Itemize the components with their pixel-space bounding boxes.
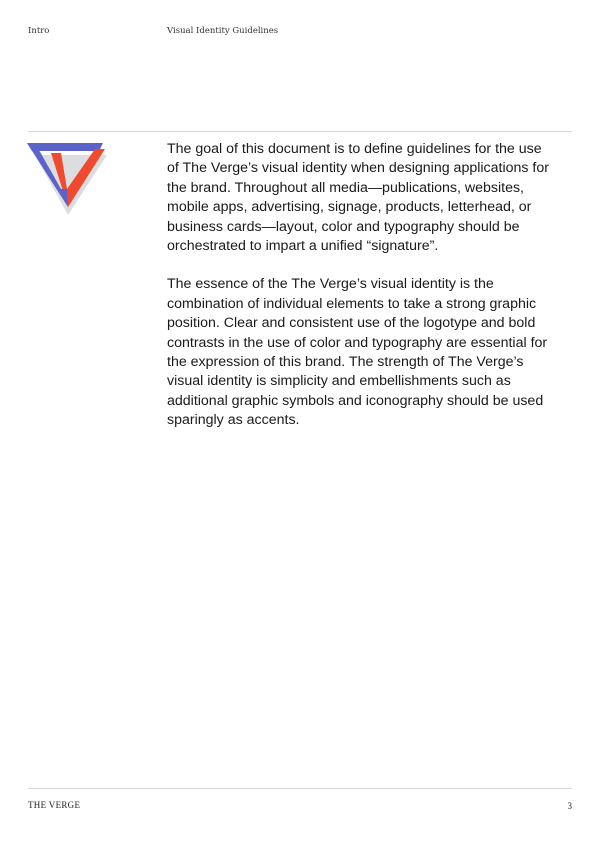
- footer-brand: THE VERGE: [28, 800, 81, 810]
- document-title: Visual Identity Guidelines: [167, 26, 279, 36]
- page-number: 3: [567, 801, 572, 811]
- the-verge-triangle-logo-icon: [27, 143, 109, 217]
- intro-paragraph-1: The goal of this document is to define guidelines for the use of The Verge’s visual identity when designing applications for the brand. Throughout all media—publications, websites, mobile apps, advertising, signage, products, letterhead, or business cards—layout, color and typography should be orchestrated to impart a unified “signature”.: [167, 141, 549, 255]
- intro-paragraph-2: The essence of the The Verge’s visual identity is the combination of individual elements to take a strong graphic position. Clear and consistent use of the logotype and bold contrasts in the use of color and typography are essential for the expression of this brand. The strength of The Verge’s visual identity is simplicity and embellishments such as additional graphic symbols and iconography should be used sparingly as accents.: [167, 276, 548, 429]
- intro-body: [167, 140, 557, 450]
- bottom-divider: [28, 788, 572, 789]
- section-label: Intro: [28, 26, 50, 36]
- top-divider: [28, 131, 572, 132]
